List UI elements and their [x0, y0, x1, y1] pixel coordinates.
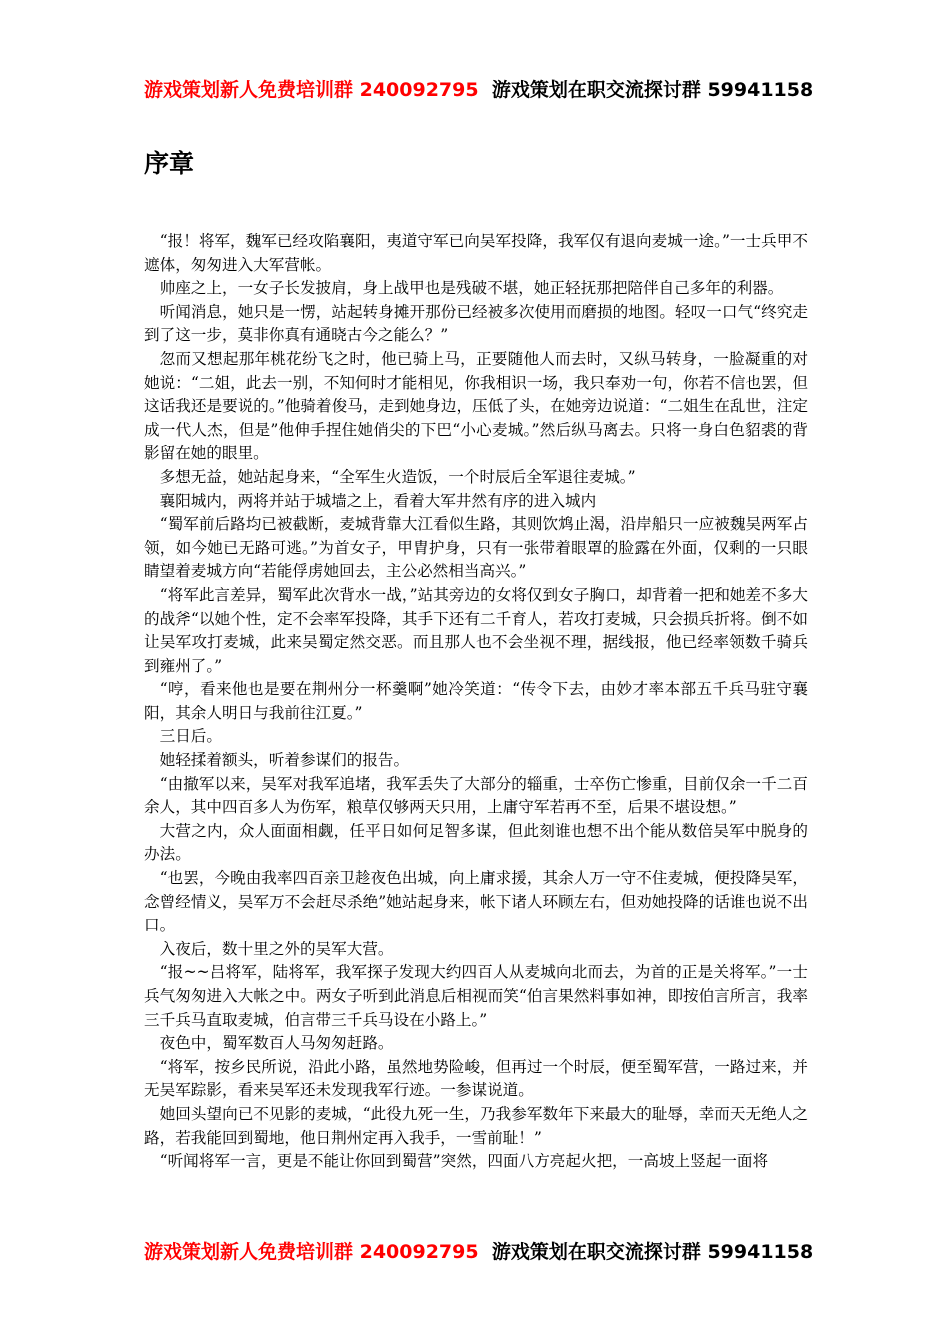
- chapter-title: 序章: [144, 149, 195, 178]
- paragraph: “哼，看来他也是要在荆州分一杯羹啊”她冷笑道：“传令下去，由妙才率本部五千兵马驻守襄阳，其余人明日与我前往江夏。”: [144, 680, 808, 722]
- paragraph: 帅座之上，一女子长发披肩，身上战甲也是残破不堪，她正轻抚那把陪伴自己多年的利器。: [159, 279, 784, 298]
- paragraph: “听闻将军一言，更是不能让你回到蜀营”突然，四面八方亮起火把，一高坡上竖起一面将: [159, 1152, 769, 1171]
- document-body: [144, 230, 808, 1174]
- paragraph: 大营之内，众人面面相觑，任平日如何足智多谋，但此刻谁也想不出个能从数倍吴军中脱身的办法。: [144, 821, 808, 864]
- paragraph: 听闻消息，她只是一愣，站起转身摊开那份已经被多次使用而磨损的地图。轻叹一口气“终究走到了这一步，莫非你真有通晓古今之能么？”: [144, 302, 808, 345]
- paragraph: “将军此言差异，蜀军此次背水一战，”站其旁边的女将仅到女子胸口，却背着一把和她差不多大的战斧“以她个性，定不会率军投降，其手下还有二千育人，若攻打麦城，只会损兵折将。倒不如让吴军攻打麦城，此来吴蜀定然交恶。而且那人也不会坐视不理，据线报，他已经率领数千骑兵到雍州了。”: [144, 585, 808, 675]
- paragraph: “也罢，今晚由我率四百亲卫趁夜色出城，向上庸求援，其余人万一守不住麦城，便投降吴军，念曾经情义，吴军万不会赶尽杀绝”她站起身来，帐下诸人环顾左右，但劝她投降的话谁也说不出口。: [144, 869, 808, 935]
- header-banner: [144, 78, 844, 102]
- paragraph: “由撤军以来，吴军对我军追堵，我军丢失了大部分的辎重，士卒伤亡惨重，目前仅余一千二百余人，其中四百多人为伤军，粮草仅够两天只用，上庸守军若再不至，后果不堪设想。”: [144, 774, 808, 817]
- header-discussion-group-text: 游戏策划在职交流探讨群 59941158: [491, 79, 814, 101]
- footer-discussion-group-text: 游戏策划在职交流探讨群 59941158: [491, 1241, 814, 1263]
- paragraph: 夜色中，蜀军数百人马匆匆赶路。: [159, 1034, 394, 1053]
- paragraph: 入夜后，数十里之外的吴军大营。: [159, 939, 394, 958]
- paragraph: 忽而又想起那年桃花纷飞之时，他已骑上马，正要随他人而去时，又纵马转身，一脸凝重的对她说：“二姐，此去一别，不知何时才能相见，你我相识一场，我只奉劝一句，你若不信也罢，但这话我还是要说的。”他骑着俊马，走到她身边，压低了头，在她旁边说道：“二姐生在乱世，注定成一代人杰，但是”他伸手捏住她俏尖的下巴“小心麦城。”然后纵马离去。只将一身白色貂裘的背影留在她的眼里。: [144, 349, 808, 463]
- paragraph: “报~~吕将军，陆将军，我军探子发现大约四百人从麦城向北而去，为首的正是关将军。”一士兵气匆匆进入大帐之中。两女子听到此消息后相视而笑“伯言果然料事如神，即按伯言所言，我率三千兵马直取麦城，伯言带三千兵马设在小路上。”: [144, 963, 808, 1029]
- paragraph: 她回头望向已不见影的麦城，“此役九死一生，乃我参军数年下来最大的耻辱，幸而天无绝人之路，若我能回到蜀地，他日荆州定再入我手，一雪前耻！”: [144, 1104, 808, 1147]
- paragraph: “蜀军前后路均已被截断，麦城背靠大江看似生路，其则饮鸩止渴，沿岸船只一应被魏吴两军占领，如今她已无路可逃。”为首女子，甲胄护身，只有一张带着眼罩的脸露在外面，仅剩的一只眼睛望着麦城方向“若能俘虏她回去，主公必然相当高兴。”: [144, 515, 808, 581]
- footer-training-group-text: 游戏策划新人免费培训群 240092795: [144, 1241, 479, 1263]
- paragraph: 三日后。: [159, 727, 222, 746]
- paragraph: 她轻揉着额头，听着参谋们的报告。: [159, 751, 410, 770]
- paragraph: 襄阳城内，两将并站于城墙之上，看着大军井然有序的进入城内: [159, 491, 597, 510]
- footer-banner: [144, 1240, 844, 1264]
- header-training-group-text: 游戏策划新人免费培训群 240092795: [144, 79, 479, 101]
- paragraph: “报！将军，魏军已经攻陷襄阳，夷道守军已向吴军投降，我军仅有退向麦城一途。”一士兵甲不遮体，匆匆进入大军营帐。: [144, 232, 808, 274]
- paragraph: “将军，按乡民所说，沿此小路，虽然地势险峻，但再过一个时辰，便至蜀军营，一路过来，并无吴军踪影，看来吴军还未发现我军行迹。一参谋说道。: [144, 1057, 808, 1100]
- paragraph: 多想无益，她站起身来，“全军生火造饭，一个时辰后全军退往麦城。”: [159, 467, 636, 486]
